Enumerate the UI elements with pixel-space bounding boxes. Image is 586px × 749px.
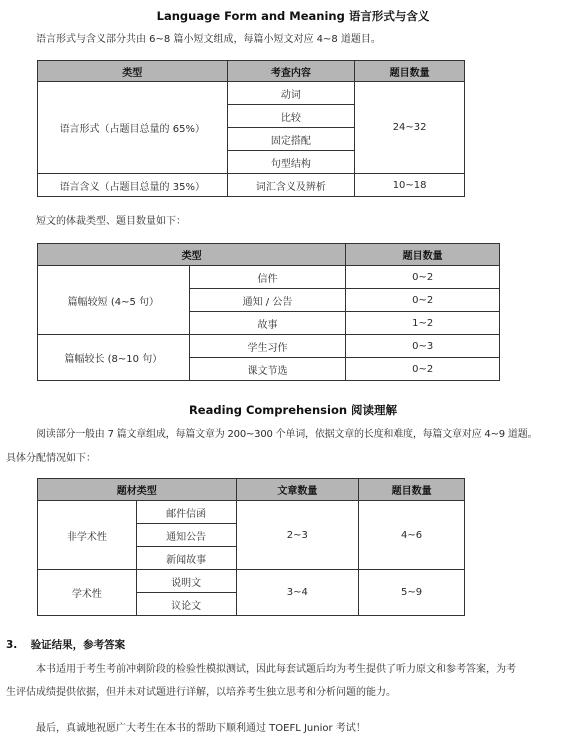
table-cell: 0~2 [346,358,500,381]
table-cell: 固定搭配 [227,128,355,151]
section3-number: 3. [6,639,18,651]
table-cell: 4~6 [359,501,465,570]
table-cell: 句型结构 [227,151,355,174]
closing-line: 最后，真诚地祝愿广大考生在本书的帮助下顺利通过 TOEFL Junior 考试！ [36,723,366,734]
table-header: 题目数量 [355,61,465,82]
table-cell: 24~32 [355,82,465,174]
table-cell: 1~2 [346,312,500,335]
table-cell: 说明文 [136,570,236,593]
table-cell: 学术性 [38,570,137,616]
section2-title: Reading Comprehension 阅读理解 [188,403,398,417]
table-cell: 10~18 [355,174,465,197]
table-cell: 语言含义（占题目总量的 35%） [38,174,228,197]
table-cell: 0~3 [346,335,500,358]
table-cell: 议论文 [136,593,236,616]
table-header: 题目数量 [346,244,500,266]
table-cell: 0~2 [346,266,500,289]
table-cell: 2~3 [236,501,359,570]
section3-para-line1: 本书适用于考生考前冲刺阶段的检验性模拟测试，因此每套试题后均为考生提供了听力原文和参考答案，为考 [36,664,516,675]
section1-title: Language Form and Meaning 语言形式与含义 [156,9,430,23]
table-cell: 学生习作 [189,335,346,358]
section2-intro-line2: 具体分配情况如下： [6,453,96,464]
table-cell: 动词 [227,82,355,105]
table-cell: 邮件信函 [136,501,236,524]
table-cell: 篇幅较长 (8~10 句） [38,335,190,381]
passage-type-table [37,243,500,381]
table-cell: 新闻故事 [136,547,236,570]
table-cell: 5~9 [359,570,465,616]
table-cell: 通知公告 [136,524,236,547]
table-cell: 信件 [189,266,346,289]
section2-intro-line1: 阅读部分一般由 7 篇文章组成，每篇文章为 200~300 个单词，依据文章的长度和难度，每篇文章对应 4~9 道题。 [36,429,538,440]
table-cell: 非学术性 [38,501,137,570]
table-cell: 比较 [227,105,355,128]
section3-para-line2: 生评估成绩提供依据，但并未对试题进行详解，以培养考生独立思考和分析问题的能力。 [6,687,396,698]
section3-heading [6,637,125,652]
section3-title: 验证结果，参考答案 [30,639,126,651]
table-cell: 语言形式（占题目总量的 65%） [38,82,228,174]
table-cell: 课文节选 [189,358,346,381]
table-header: 文章数量 [236,479,359,501]
table-cell: 词汇含义及辨析 [227,174,355,197]
reading-table [37,478,465,616]
table-cell: 0~2 [346,289,500,312]
table-cell: 3~4 [236,570,359,616]
table-cell: 篇幅较短 (4~5 句） [38,266,190,335]
section1-subintro: 短文的体裁类型、题目数量如下： [36,216,186,227]
table-cell: 通知 / 公告 [189,289,346,312]
table-header: 类型 [38,61,228,82]
table-header: 考查内容 [227,61,355,82]
table-header: 类型 [38,244,346,266]
section1-intro: 语言形式与含义部分共由 6~8 篇小短文组成，每篇小短文对应 4~8 道题目。 [36,34,381,45]
table-cell: 故事 [189,312,346,335]
table-header: 题材类型 [38,479,237,501]
table-header: 题目数量 [359,479,465,501]
language-form-table [37,60,465,197]
